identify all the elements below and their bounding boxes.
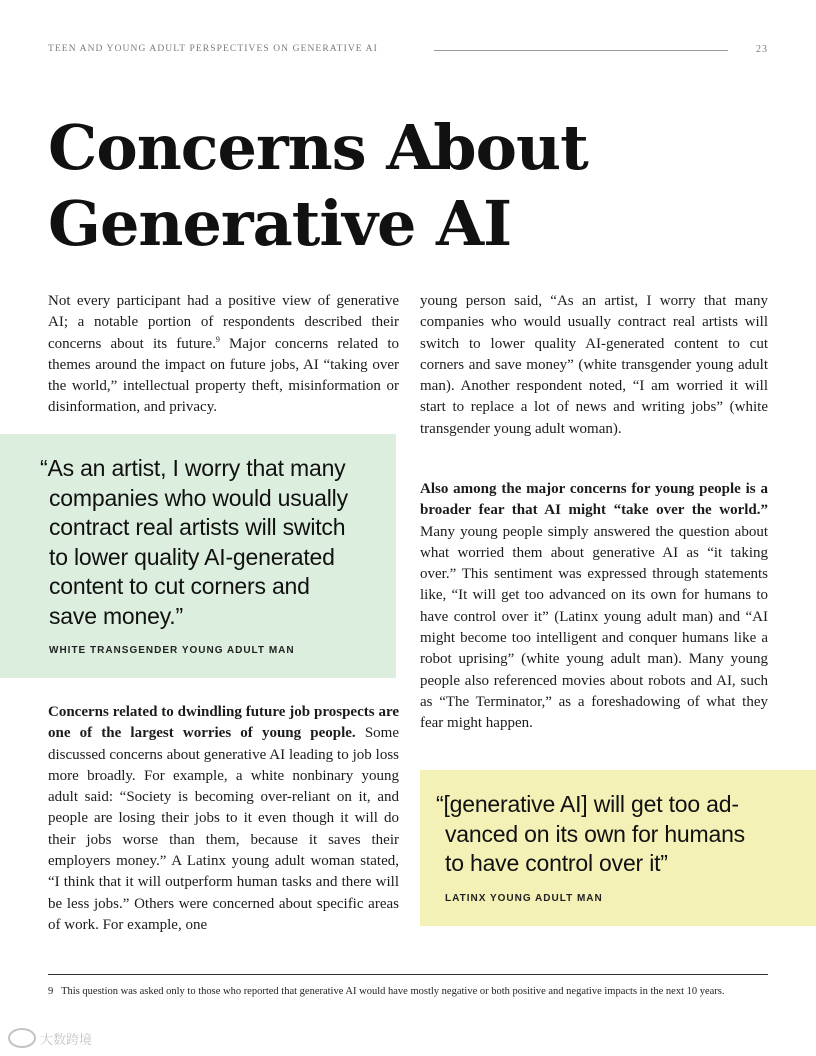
pull-quote-line: “[generative AI] will get too ad- [436, 791, 739, 817]
footnote-text: This question was asked only to those who reported that generative AI would have mostly negative or both positive and negative impacts in the next 10 years. [61, 986, 725, 997]
jobs-lead-bold: Concerns related to dwindling future job prospects are one of the largest worries of young people. [48, 704, 399, 742]
watermark-text: 大数跨境 [40, 1032, 93, 1048]
left-paragraph-jobs [48, 702, 399, 936]
intro-text-a: Not every participant had a positive view of generative AI; a notable portion of respondents described their concerns about its future. [48, 293, 399, 352]
intro-text-b: Major concerns related to themes around the impact on future jobs, AI “taking over the world,” intellectual property theft, misinformation or disinformation, and privacy. [48, 335, 400, 416]
pull-quote-line: save money.” [49, 602, 183, 629]
pull-quote-control [420, 770, 816, 926]
artist-body: young person said, “As an artist, I worry that many companies who would usually contract real artists will switch to lower quality AI-generated content to cut corners and save money” (white transgender young adult man). Another respondent noted, “I am worried it will start to replace a lot of news and writing jobs” (white transgender young adult woman). [420, 293, 768, 437]
pull-quote-text [40, 454, 376, 631]
footnote [48, 985, 768, 998]
pull-quote-artist [0, 434, 396, 678]
pull-quote-attribution: WHITE TRANSGENDER YOUNG ADULT MAN [49, 645, 295, 656]
running-header [48, 44, 768, 58]
page-title-line-2: Generative AI [48, 187, 512, 260]
pull-quote-line: “As an artist, I worry that many [40, 455, 346, 481]
right-paragraph-artist [420, 291, 768, 440]
footnote-number: 9 [48, 986, 54, 997]
watermark [8, 1028, 92, 1048]
page-title [48, 110, 768, 262]
footnote-ref: 9 [215, 334, 220, 344]
pull-quote-line: contract real artists will switch [49, 514, 346, 540]
page-title-line-1: Concerns About [48, 111, 588, 184]
footnote-rule [48, 974, 768, 975]
pull-quote-line: vanced on its own for humans [445, 820, 745, 847]
pull-quote-line: to have control over it” [445, 850, 668, 876]
pull-quote-line: to lower quality AI-generated [49, 543, 335, 570]
right-paragraph-takeover [420, 479, 768, 735]
pull-quote-text [436, 790, 796, 879]
pull-quote-line: content to cut corners and [49, 573, 310, 599]
pull-quote-line: companies who would usually [49, 484, 348, 511]
jobs-body: Some discussed concerns about generative AI leading to job loss more broadly. For example, a white nonbinary young adult said: “Society is becoming over-reliant on it, and people are losing their jobs to it even though it will do their jobs worse than them, because it saves their employers money.” A Latinx young adult woman stated, “I think that it will outperform human tasks and there will be less jobs.” Others were concerned about specific areas of work. For example, one [48, 725, 399, 933]
header-rule [434, 50, 728, 51]
left-paragraph-intro [48, 291, 399, 419]
watermark-logo-icon [8, 1028, 36, 1048]
takeover-body: Many young people simply answered the question about what worried them about generative AI as “it taking over.” This sentiment was expressed through statements like, “It will get too advanced on its own for humans to have control over it” (Latinx young adult man) and “AI might become too intelligent and conquer humans like a robot uprising” (white young adult man). Many young people also referenced movies about robots and AI, such as “The Terminator,” as a foreshadowing of what they fear might happen. [420, 523, 768, 732]
pull-quote-attribution: LATINX YOUNG ADULT MAN [445, 892, 603, 904]
page-number: 23 [756, 44, 768, 55]
takeover-lead-bold: Also among the major concerns for young people is a broader fear that AI might “take over the world.” [420, 481, 768, 519]
running-title: TEEN AND YOUNG ADULT PERSPECTIVES ON GENERATIVE AI [48, 44, 378, 54]
